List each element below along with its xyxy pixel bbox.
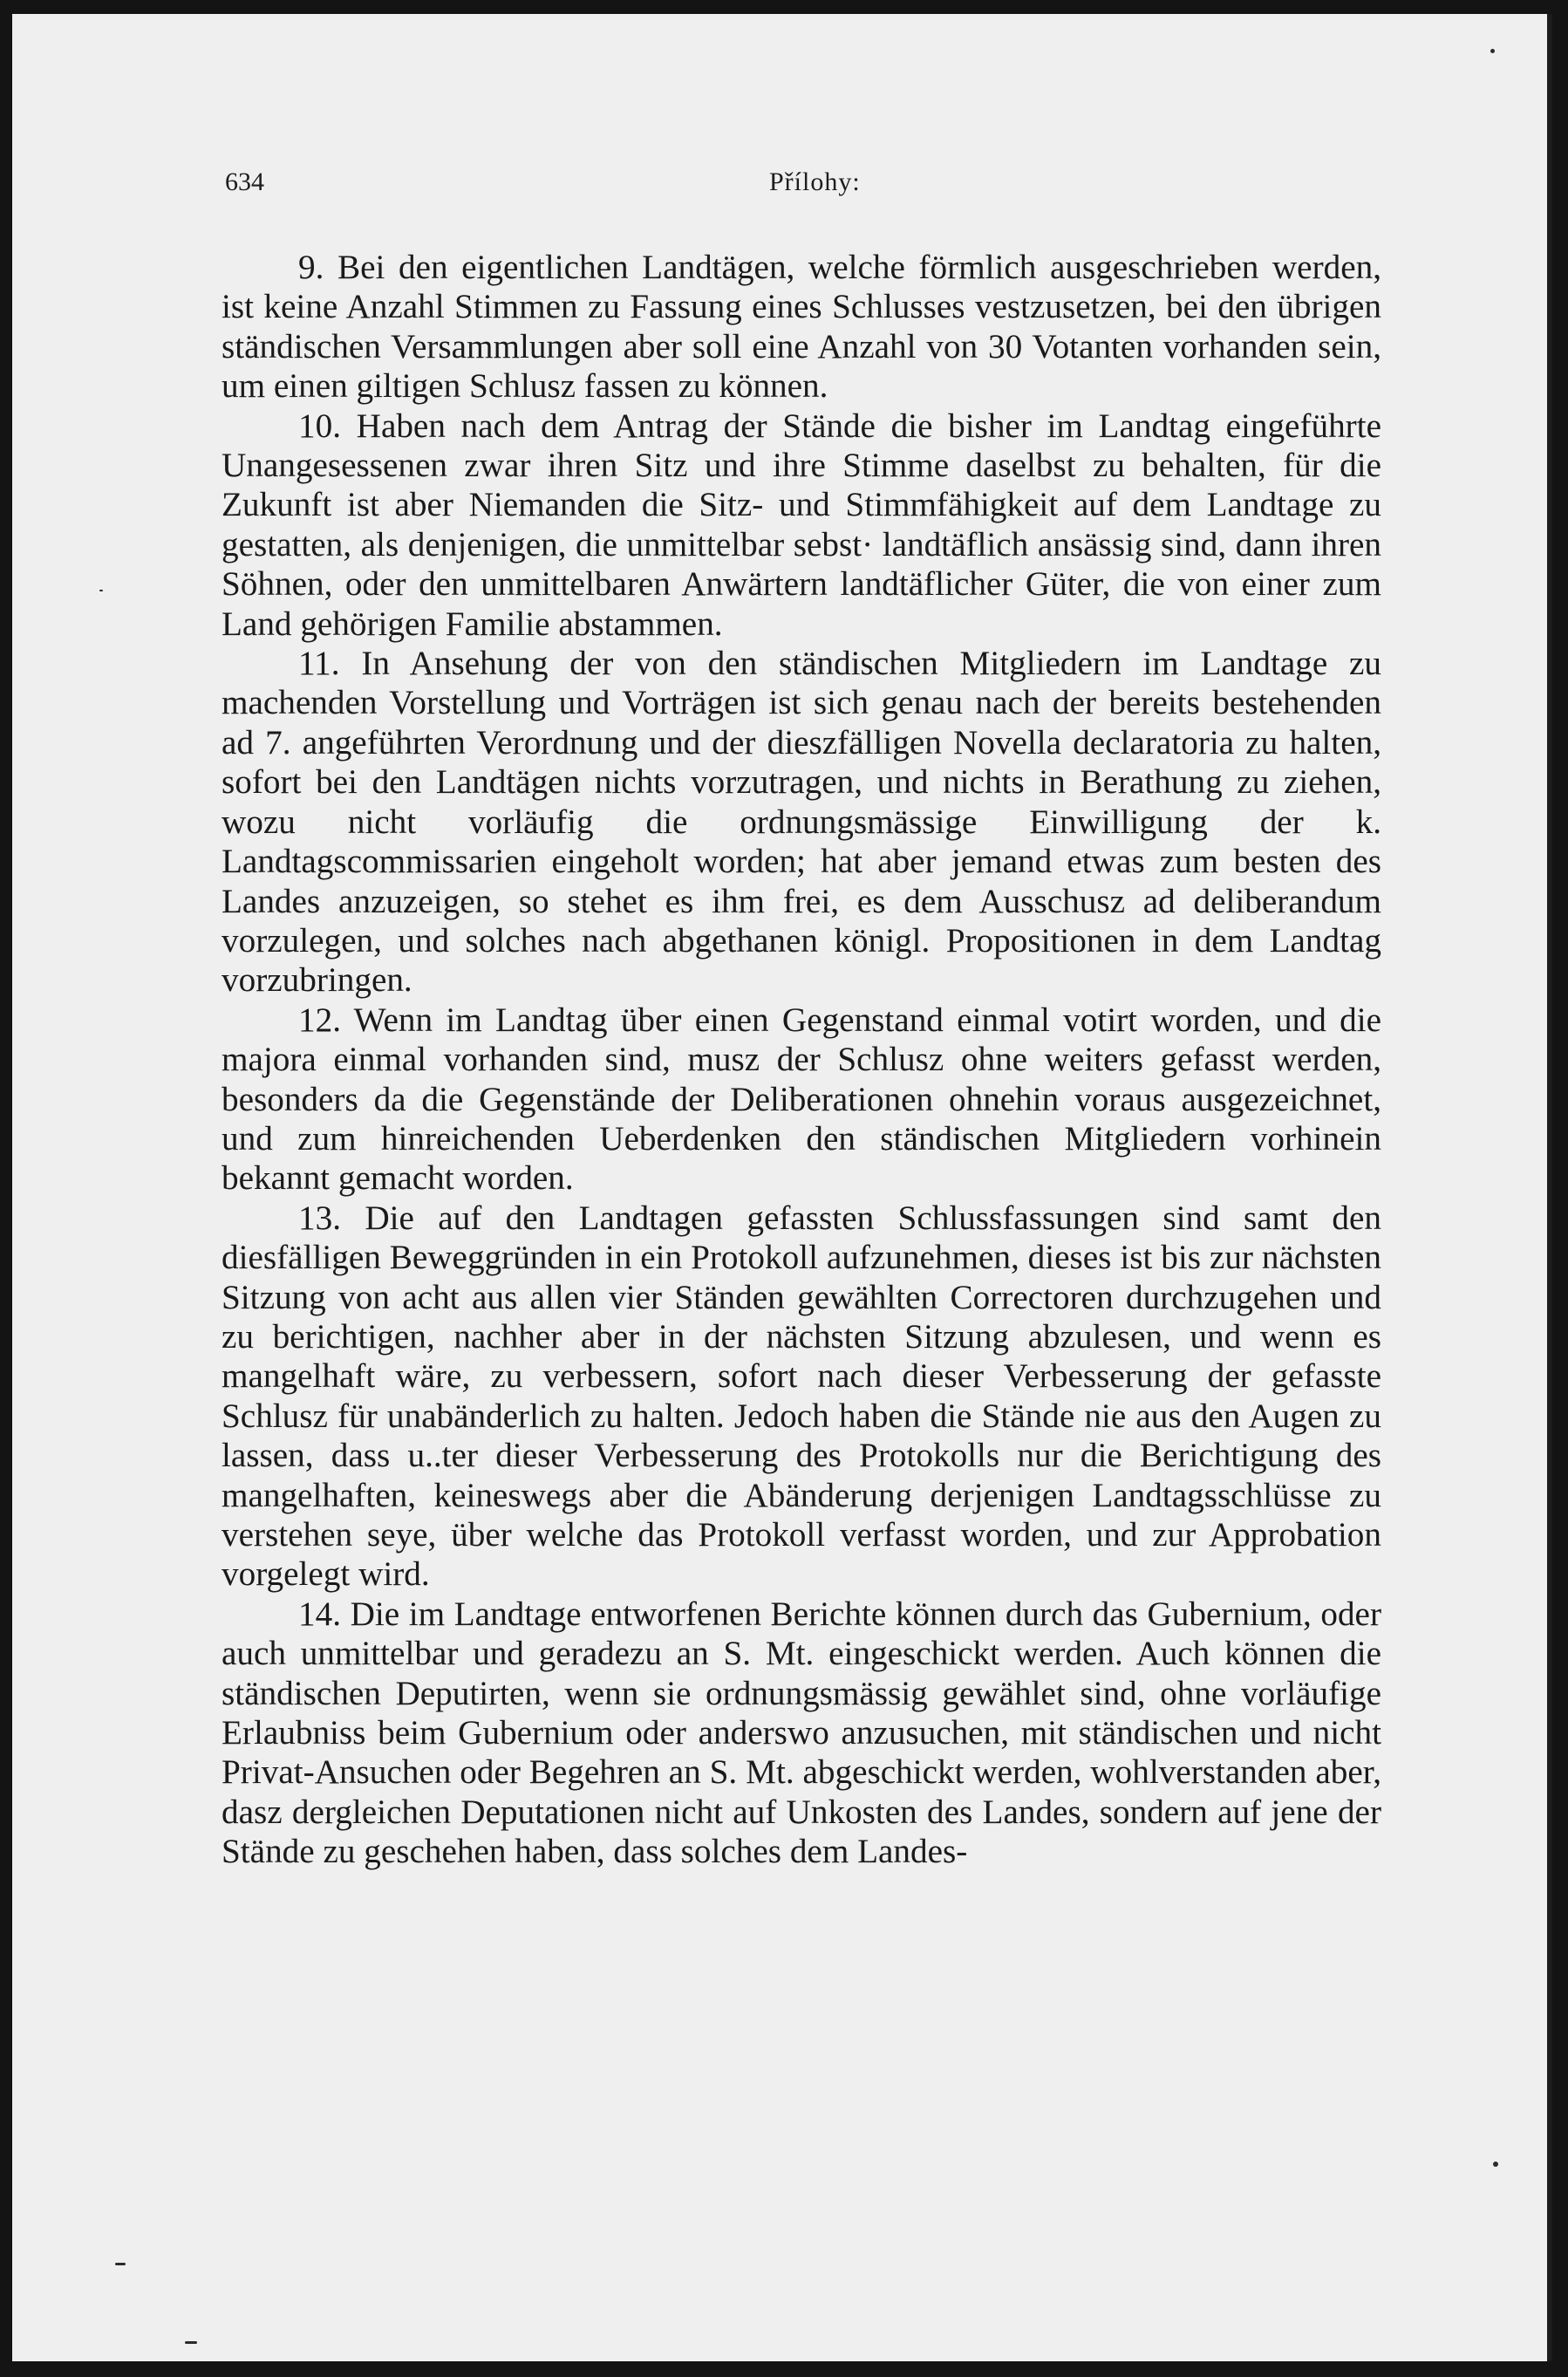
paragraph-13 bbox=[222, 1199, 1381, 1595]
paragraph-text: Wenn im Landtag über einen Gegenstand einmal votirt worden, und die majora einmal vorhanden sind, musz der Schlusz ohne weiters gefasst werden, besonders da die Gegenstände der Deliberationen ohnehin voraus ausgezeichnet, und zum hinreichenden Ueberdenken den ständischen Mitgliedern vorhinein bekannt gemacht worden. bbox=[222, 1001, 1381, 1198]
paragraph-number: 13. bbox=[298, 1199, 341, 1237]
paragraph-number: 9. bbox=[298, 249, 324, 286]
page-number: 634 bbox=[225, 167, 264, 196]
scan-speck bbox=[1493, 2162, 1498, 2167]
running-head: Přílohy: bbox=[769, 167, 861, 196]
paragraph-14 bbox=[222, 1595, 1381, 1872]
paragraph-number: 10. bbox=[298, 406, 341, 445]
paragraph-11 bbox=[222, 644, 1381, 1001]
body-text bbox=[222, 248, 1381, 1872]
scan-speck bbox=[115, 2263, 126, 2265]
scanned-page bbox=[12, 14, 1552, 2361]
page-header bbox=[12, 167, 1552, 211]
paragraph-9 bbox=[222, 248, 1381, 406]
paragraph-12 bbox=[222, 1001, 1381, 1199]
paragraph-number: 14. bbox=[298, 1595, 341, 1633]
paragraph-text: Haben nach dem Antrag der Stände die bisher im Landtag eingeführte Unangesessenen zwar ihren Sitz und ihre Stimme daselbst zu behalten, für die Zukunft ist aber Niemanden die Sitz- und Stimmfähigkeit auf dem Landtage zu gestatten, als denjenigen, die unmittelbar sebst· landtäflich ansässig sind, dann ihren Söhnen, oder den unmittelbaren Anwärtern landtäflicher Güter, die von einer zum Land gehörigen Familie abstammen. bbox=[222, 406, 1382, 643]
paragraph-text: Die auf den Landtagen gefassten Schlussfassungen sind samt den diesfälligen Beweggründen in ein Protokoll aufzunehmen, dieses ist bis zur nächsten Sitzung von acht aus allen vier Ständen gewählten Correctoren durchzugehen und zu berichtigen, nachher aber in der nächsten Sitzung abzulesen, und wenn es mangelhaft wäre, zu verbessern, sofort nach dieser Verbesserung der gefasste Schlusz für unabänderlich zu halten. Jedoch haben die Stände nie aus den Augen zu lassen, dass u..ter dieser Verbesserung des Protokolls nur die Berichtigung des mangelhaften, keineswegs aber die Abänderung derjenigen Landtagsschlüsse zu verstehen seye, über welche das Protokoll verfasst worden, und zur Approbation vorgelegt wird. bbox=[222, 1199, 1381, 1594]
scan-speck bbox=[185, 2341, 197, 2344]
paragraph-text: In Ansehung der von den ständischen Mitgliedern im Landtage zu machenden Vorstellung und Vorträgen ist sich genau nach der bereits bestehenden ad 7. angeführten Verordnung und der dieszfälligen Novella declaratoria zu halten, sofort bei den Landtägen nichts vorzutragen, und nichts in Berathung zu ziehen, wozu nicht vorläufig die ordnungsmässige Einwilligung der k. Landtagscommissarien eingeholt worden; hat aber jemand etwas zum besten des Landes anzuzeigen, so stehet es ihm frei, es dem Ausschusz ad deliberandum vorzulegen, und solches nach abgethanen königl. Propositionen in dem Landtag vorzubringen. bbox=[222, 645, 1382, 1000]
paragraph-number: 12. bbox=[298, 1001, 341, 1039]
scan-speck bbox=[99, 590, 103, 591]
paragraph-text: Die im Landtage entworfenen Berichte können durch das Gubernium, oder auch unmittelbar und geradezu an S. Mt. eingeschickt werden. Auch können die ständischen Deputirten, wenn sie ordnungsmässig gewählet sind, ohne vorläufige Erlaubniss beim Gubernium oder anderswo anzusuchen, mit ständischen und nicht Privat-Ansuchen oder Begehren an S. Mt. abgeschickt werden, wohlverstanden aber, dasz dergleichen Deputationen nicht auf Unkosten des Landes, sondern auf jene der Stände zu geschehen haben, dass solches dem Landes- bbox=[222, 1595, 1382, 1871]
scan-speck bbox=[1490, 49, 1495, 53]
page-edge-shadow bbox=[1547, 14, 1552, 2361]
paragraph-text: Bei den eigentlichen Landtägen, welche förmlich ausgeschrieben werden, ist keine Anzahl Stimmen zu Fassung eines Schlusses vestzusetzen, bei den übrigen ständischen Versammlungen aber soll eine Anzahl von 30 Votanten vorhanden sein, um einen giltigen Schlusz fassen zu können. bbox=[222, 249, 1381, 406]
paragraph-number: 11. bbox=[298, 645, 340, 683]
paragraph-10 bbox=[222, 406, 1381, 644]
